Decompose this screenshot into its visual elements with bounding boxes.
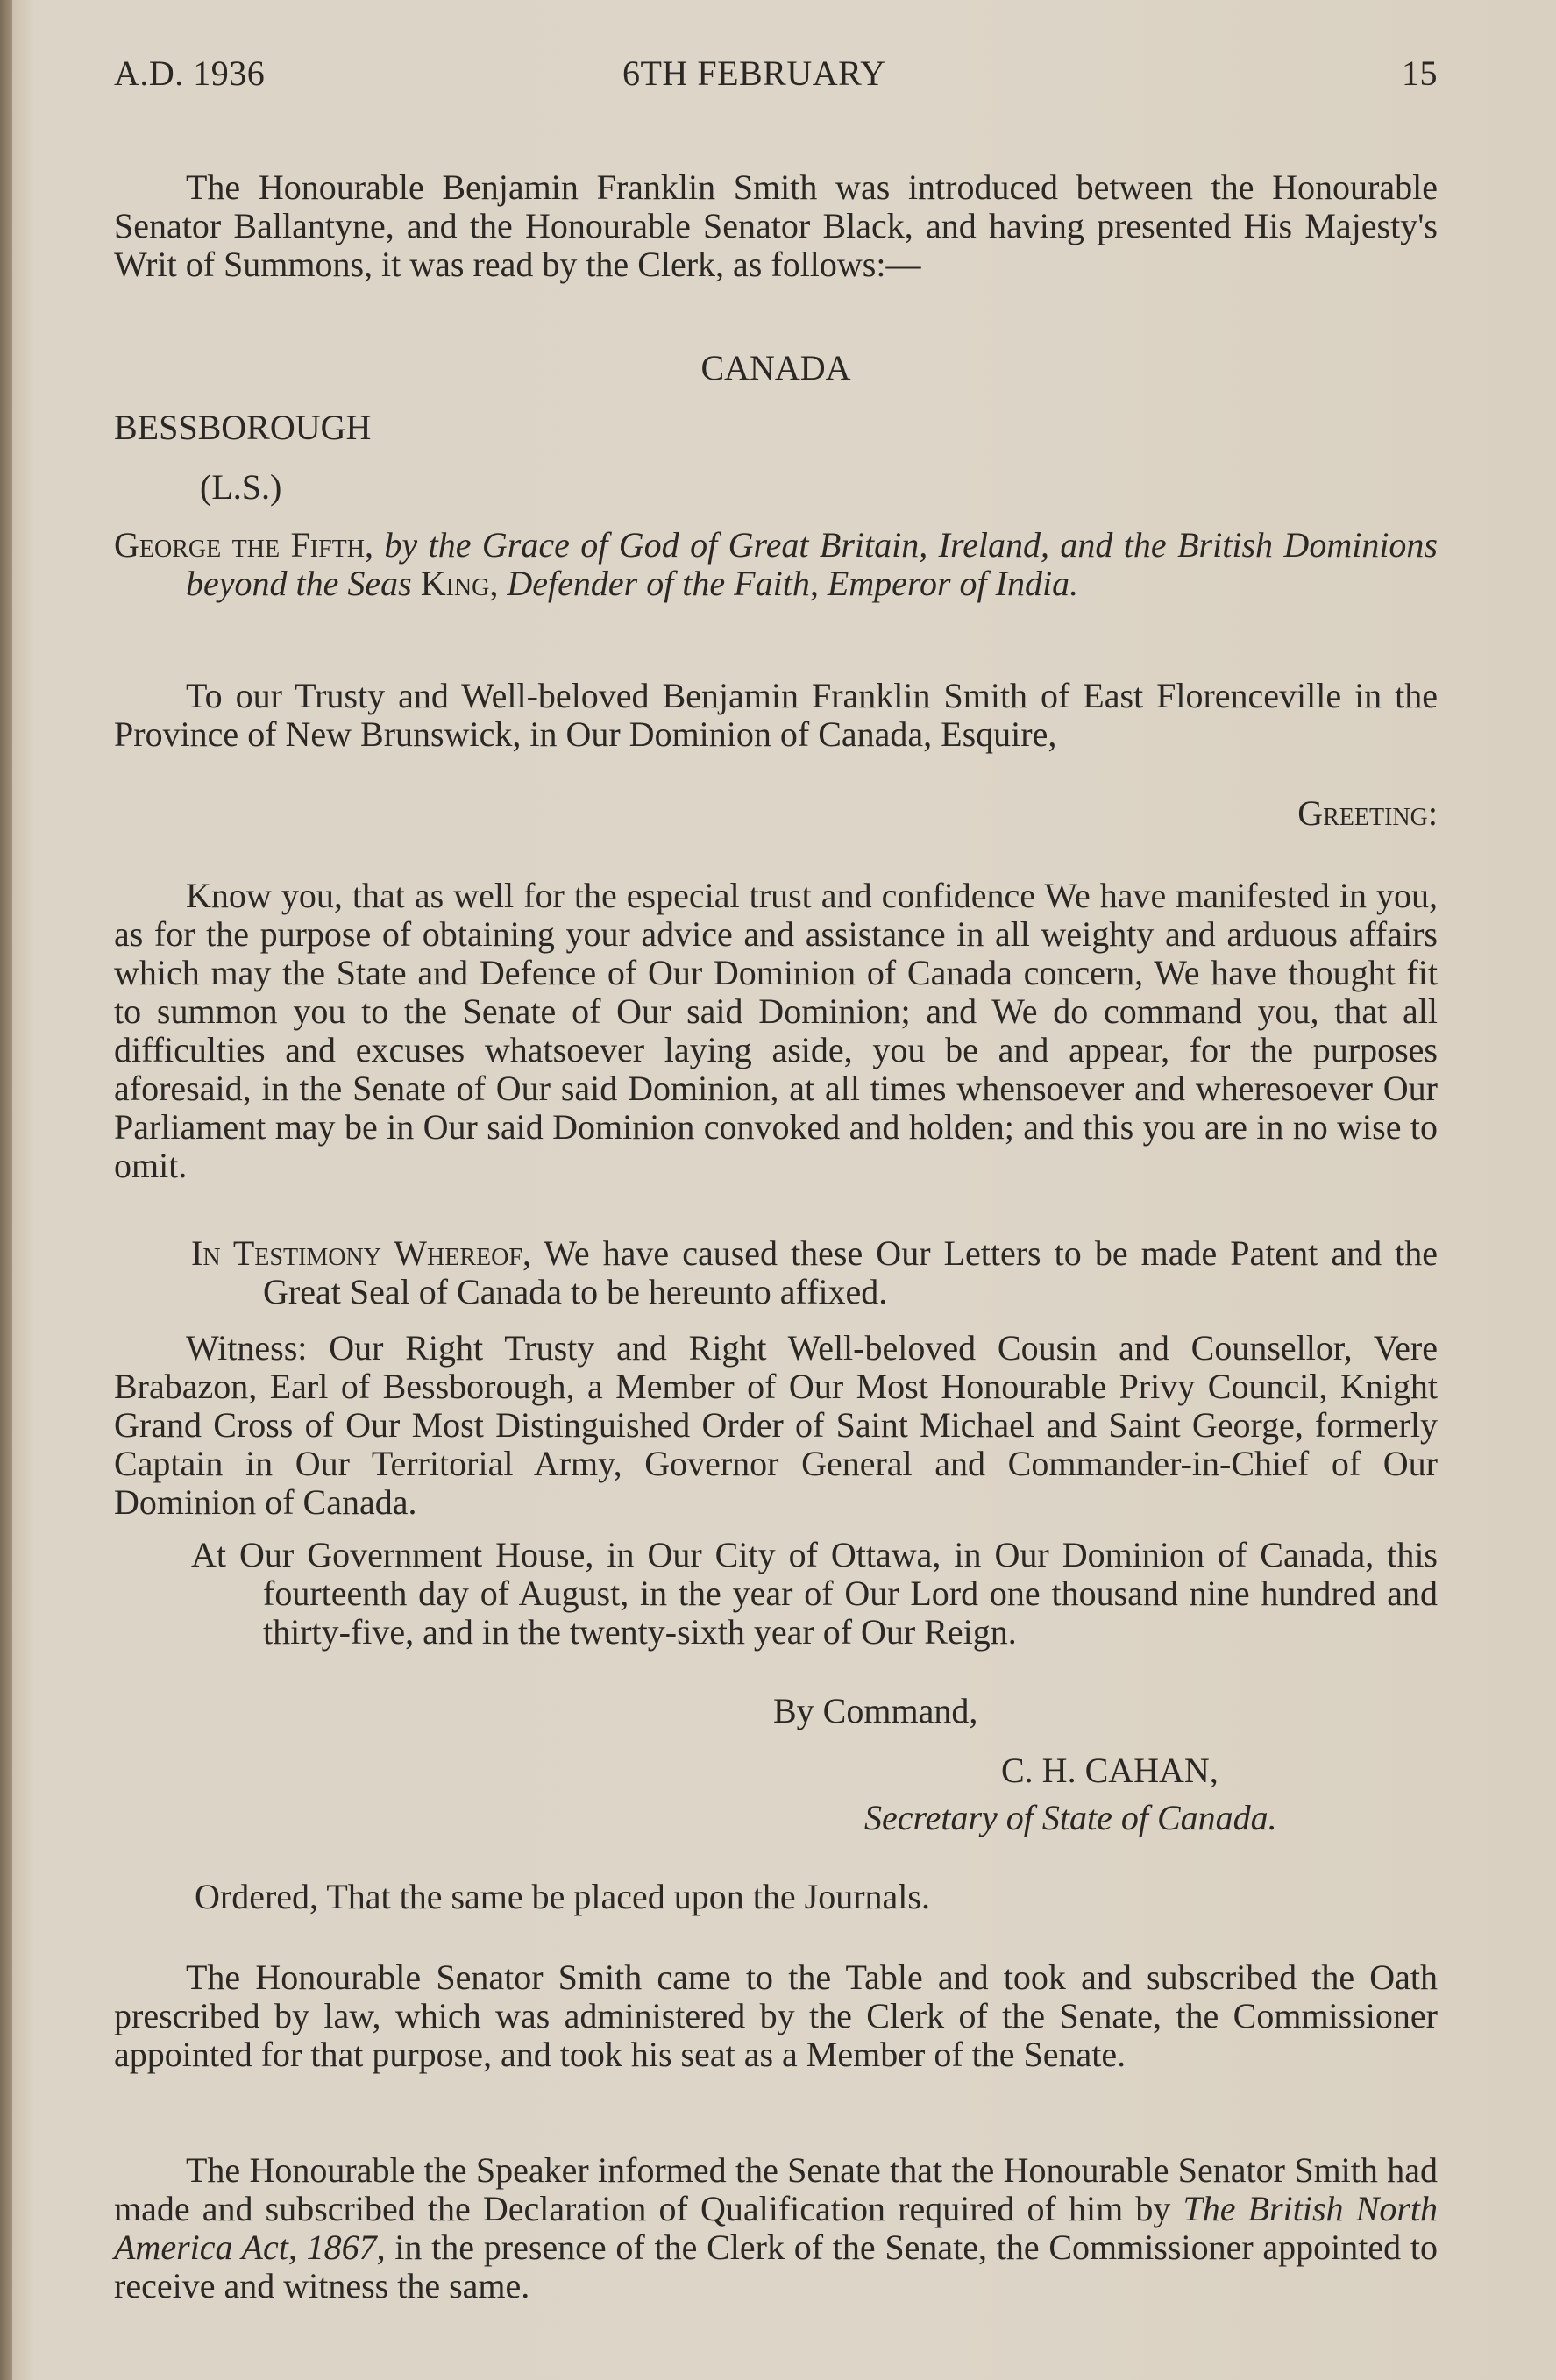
royal-style-part-1: by the Grace of God of Great Britain, Ireland, and the British Dominions beyond the Seas — [186, 525, 1439, 603]
by-command: By Command, — [773, 1691, 978, 1730]
testimony-paragraph — [114, 1234, 1438, 1311]
signatory-name: C. H. CAHAN, — [1001, 1751, 1219, 1790]
witness-paragraph: Witness: Our Right Trusty and Right Well-beloved Cousin and Counsellor, Vere Brabazon, Earl of Bessborough, a Member of Our Most Honourable Privy Council, Knight Grand Cross of Our Most Distinguished Order of Saint Michael and Saint George, formerly Captain in Our Territorial Army, Governor General and Commander-in-Chief of Our Dominion of Canada. — [114, 1328, 1438, 1522]
signatory-title: Secretary of State of Canada. — [864, 1798, 1277, 1837]
page-header — [114, 54, 1438, 98]
oath-paragraph: The Honourable Senator Smith came to the Table and took and subscribed the Oath prescribed by law, which was administered by the Clerk of the Senate, the Commissioner appointed for that purpose, and took his seat as a Member of the Senate. — [114, 1957, 1438, 2074]
bessborough-line: BESSBOROUGH — [114, 408, 372, 447]
header-date: 6TH FEBRUARY — [622, 53, 886, 93]
speaker-text-1: The Honourable the Speaker informed the Senate that the Honourable Senator Smith had made and subscribed the Declaration of Qualification required of him by — [114, 2150, 1438, 2228]
speaker-paragraph — [114, 2151, 1438, 2305]
testimony-whereof: In Testimony Whereof, — [191, 1233, 531, 1273]
writ-body-paragraph: Know you, that as well for the especial trust and confidence We have manifested in you, as for the purpose of obtaining your advice and assistance in all weighty and arduous affairs which may the State and Defence of Our Dominion of Canada concern, We have thought fit to summon you to the Senate of Our said Dominion; and We do command you, that all difficulties and excuses whatsoever laying aside, you be and appear, for the purposes aforesaid, in the Senate of Our said Dominion, at all times whensoever and wheresoever Our Parliament may be in Our said Dominion convoked and holden; and this you are in no wise to omit. — [114, 876, 1438, 1185]
greeting: Greeting: — [1297, 793, 1438, 833]
testimony-text: We have caused these Our Letters to be made Patent and the Great Seal of Canada to be hereunto affixed. — [263, 1233, 1438, 1311]
speaker-text-2: , in the presence of the Clerk of the Senate, the Commissioner appointed to receive and witness the same. — [114, 2227, 1438, 2305]
george-the-fifth: George the Fifth, — [114, 525, 373, 565]
page-spine — [0, 0, 12, 2380]
canada-heading: CANADA — [700, 348, 851, 387]
ordered-line: Ordered, That the same be placed upon the Journals. — [195, 1877, 930, 1916]
dated-at-paragraph: At Our Government House, in Our City of Ottawa, in Our Dominion of Canada, this fourteenth day of August, in the year of Our Lord one thousand nine hundred and thirty-five, and in the twenty-sixth year of Our Reign. — [191, 1535, 1438, 1652]
king-title: King, — [420, 564, 499, 603]
intro-paragraph: The Honourable Benjamin Franklin Smith was introduced between the Honourable Senator Ballantyne, and the Honourable Senator Black, and having presented His Majesty's Writ of Summons, it was read by the Clerk, as follows:— — [114, 167, 1438, 284]
great-seal-marker: (L.S.) — [200, 467, 282, 507]
royal-style-paragraph — [114, 526, 1438, 603]
addressee-paragraph: To our Trusty and Well-beloved Benjamin Franklin Smith of East Florenceville in the Province of New Brunswick, in Our Dominion of Canada, Esquire, — [114, 676, 1438, 754]
page-number: 15 — [1402, 53, 1438, 93]
header-year: A.D. 1936 — [114, 53, 266, 93]
royal-style-part-2: Defender of the Faith, Emperor of India. — [498, 564, 1079, 603]
act-title: The British North America Act, 1867 — [114, 2189, 1439, 2267]
